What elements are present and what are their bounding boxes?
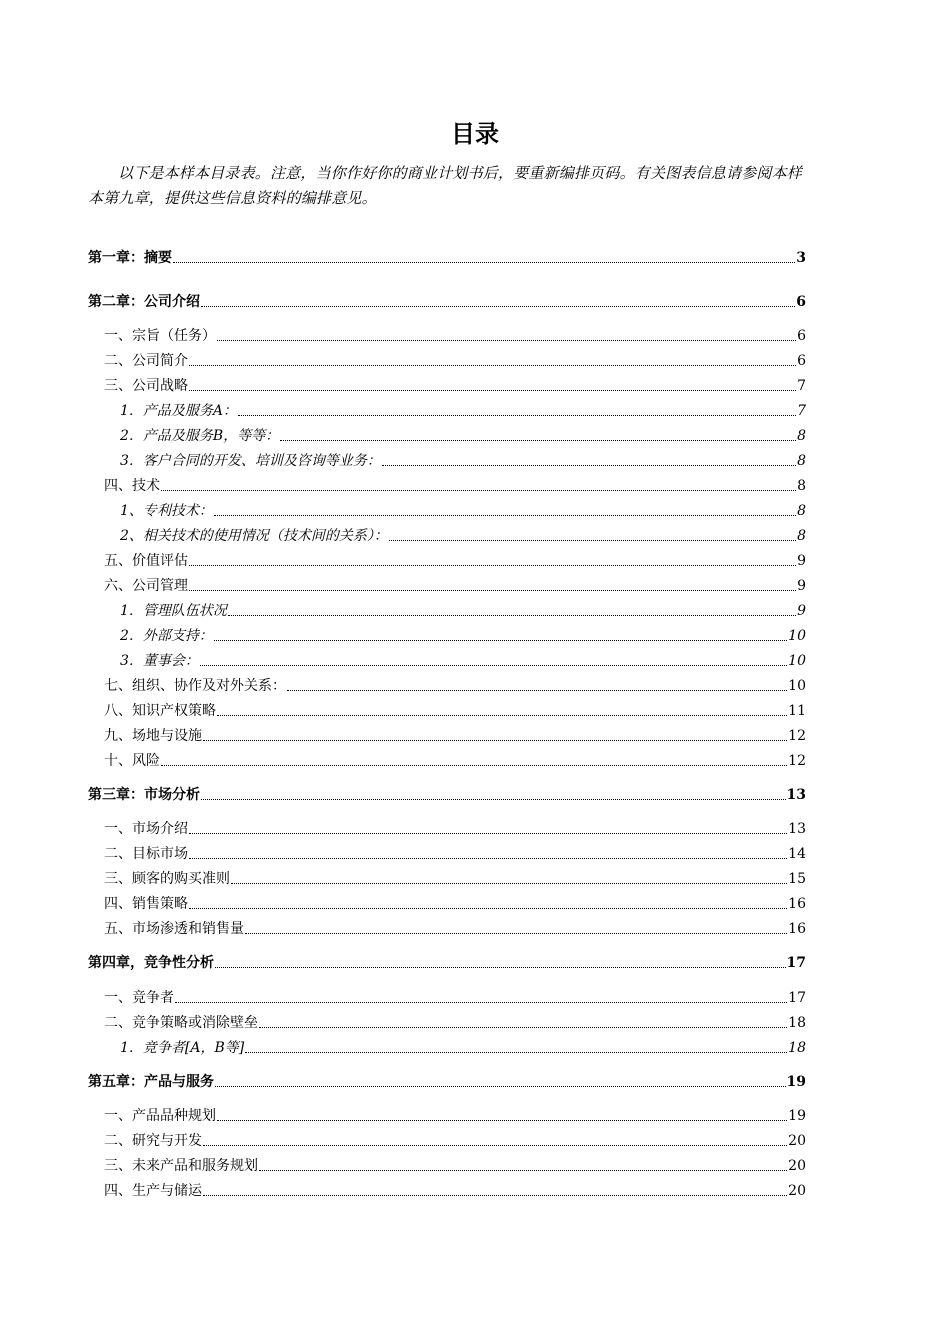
dot-leader [217, 1119, 787, 1121]
toc-page-number: 7 [797, 378, 806, 394]
toc-entry[interactable] [104, 1012, 806, 1032]
toc-entry[interactable] [120, 600, 806, 620]
toc-page-number: 12 [788, 728, 806, 744]
toc-entry-label: 第四章，竞争性分析 [88, 955, 214, 971]
toc-entry[interactable] [104, 1155, 806, 1175]
toc-page-number: 9 [797, 553, 806, 569]
dot-leader [238, 414, 796, 416]
dot-leader [189, 589, 796, 591]
toc-entry[interactable] [104, 675, 806, 695]
toc-page-number: 7 [797, 403, 806, 419]
toc-page-number: 13 [786, 787, 806, 803]
toc-page-number: 6 [797, 328, 806, 344]
toc-chapter-entry[interactable] [88, 952, 806, 972]
toc-page-number: 16 [788, 896, 806, 912]
toc-entry[interactable] [120, 650, 806, 670]
toc-entry[interactable] [104, 893, 806, 913]
toc-chapter-entry[interactable] [88, 784, 806, 804]
toc-entry-label: 四、销售策略 [104, 896, 188, 912]
toc-entry-label: 三、公司战略 [104, 378, 188, 394]
toc-entry[interactable] [104, 550, 806, 570]
dot-leader [189, 832, 787, 834]
dot-leader [231, 882, 787, 884]
toc-entry[interactable] [120, 500, 806, 520]
toc-entry-label: 1、专利技术： [120, 503, 213, 519]
toc-entry-label: 二、公司简介 [104, 353, 188, 369]
toc-chapter-entry[interactable] [88, 1071, 806, 1091]
toc-entry-label: 四、技术 [104, 478, 160, 494]
toc-page-number: 19 [786, 1074, 806, 1090]
toc-entry-label: 1．竞争者[A，B等] [120, 1040, 245, 1056]
toc-entry[interactable] [104, 843, 806, 863]
dot-leader [201, 798, 786, 800]
dot-leader [245, 932, 787, 934]
toc-page-number: 13 [788, 821, 806, 837]
toc-entry-label: 一、产品品种规划 [104, 1108, 216, 1124]
dot-leader [175, 1001, 787, 1003]
dot-leader [215, 1085, 786, 1087]
toc-entry-label: 八、知识产权策略 [104, 703, 216, 719]
dot-leader [201, 305, 795, 307]
dot-leader [382, 464, 796, 466]
dot-leader [228, 614, 796, 616]
toc-entry[interactable] [120, 400, 806, 420]
toc-entry[interactable] [104, 475, 806, 495]
dot-leader [215, 966, 786, 968]
toc-entry-label: 十、风险 [104, 753, 160, 769]
toc-entry-label: 3．客户合同的开发、培训及咨询等业务： [120, 453, 381, 469]
toc-page-number: 6 [796, 294, 806, 310]
toc-page-number: 10 [788, 628, 806, 644]
dot-leader [200, 664, 787, 666]
toc-page-number: 14 [788, 846, 806, 862]
toc-entry-label: 一、竞争者 [104, 990, 174, 1006]
toc-entry-label: 2、相关技术的使用情况（技术间的关系）： [120, 528, 388, 544]
toc-entry[interactable] [104, 375, 806, 395]
dot-leader [280, 439, 796, 441]
toc-entry-label: 四、生产与储运 [104, 1183, 202, 1199]
toc-entry[interactable] [120, 625, 806, 645]
toc-page-number: 20 [788, 1133, 806, 1149]
dot-leader [203, 1144, 787, 1146]
toc-entry[interactable] [104, 725, 806, 745]
intro-paragraph: 以下是本样本目录表。注意，当你作好你的商业计划书后，要重新编排页码。有关图表信息请参阅本样本第九章，提供这些信息资料的编排意见。 [88, 164, 803, 207]
dot-leader [217, 339, 796, 341]
toc-page-number: 20 [788, 1183, 806, 1199]
toc-entry-label: 七、组织、协作及对外关系： [104, 678, 286, 694]
dot-leader [217, 714, 787, 716]
toc-entry[interactable] [104, 325, 806, 345]
toc-entry-label: 第三章：市场分析 [88, 787, 200, 803]
dot-leader [189, 364, 796, 366]
dot-leader [389, 539, 796, 541]
toc-page-number: 8 [797, 528, 806, 544]
toc-entry[interactable] [120, 525, 806, 545]
dot-leader [259, 1026, 787, 1028]
toc-entry[interactable] [104, 350, 806, 370]
toc-entry-label: 一、宗旨（任务） [104, 328, 216, 344]
toc-entry-label: 六、公司管理 [104, 578, 188, 594]
toc-entry-label: 三、未来产品和服务规划 [104, 1158, 258, 1174]
toc-entry[interactable] [104, 1130, 806, 1150]
dot-leader [259, 1169, 787, 1171]
dot-leader [203, 1194, 787, 1196]
dot-leader [214, 639, 787, 641]
toc-entry-label: 2．产品及服务B，等等： [120, 428, 280, 444]
dot-leader [161, 764, 787, 766]
toc-page-number: 8 [797, 478, 806, 494]
toc-page-number: 3 [796, 250, 806, 266]
dot-leader [287, 689, 787, 691]
toc-entry-label: 2．外部支持： [120, 628, 213, 644]
toc-entry[interactable] [104, 575, 806, 595]
toc-entry[interactable] [104, 868, 806, 888]
toc-page-number: 12 [788, 753, 806, 769]
toc-page-number: 9 [797, 603, 806, 619]
toc-page-number: 17 [788, 990, 806, 1006]
dot-leader [173, 261, 795, 263]
toc-entry-label: 一、市场介绍 [104, 821, 188, 837]
toc-entry-label: 1．管理队伍状况 [120, 603, 227, 619]
dot-leader [189, 389, 796, 391]
page-title: 目录 [451, 120, 499, 148]
toc-entry-label: 第五章：产品与服务 [88, 1074, 214, 1090]
toc-page-number: 8 [797, 453, 806, 469]
toc-chapter-entry[interactable] [88, 291, 806, 311]
toc-entry-label: 3．董事会： [120, 653, 199, 669]
toc-page-number: 18 [788, 1040, 806, 1056]
toc-page-number: 8 [797, 503, 806, 519]
toc-page-number: 9 [797, 578, 806, 594]
dot-leader [189, 907, 787, 909]
toc-entry-label: 1．产品及服务A： [120, 403, 238, 419]
toc-page-number: 16 [788, 921, 806, 937]
dot-leader [214, 514, 796, 516]
toc-entry[interactable] [120, 450, 806, 470]
toc-page-number: 17 [786, 955, 806, 971]
toc-entry[interactable] [104, 918, 806, 938]
toc-page-number: 10 [788, 653, 806, 669]
toc-chapter-entry[interactable] [88, 247, 806, 267]
dot-leader [203, 739, 787, 741]
toc-entry-label: 五、价值评估 [104, 553, 188, 569]
toc-entry-label: 二、竞争策略或消除壁垒 [104, 1015, 258, 1031]
dot-leader [245, 1051, 787, 1053]
toc-page-number: 8 [797, 428, 806, 444]
toc-page-number: 15 [788, 871, 806, 887]
toc-page-number: 10 [788, 678, 806, 694]
toc-page-number: 18 [788, 1015, 806, 1031]
toc-entry[interactable] [104, 750, 806, 770]
toc-entry-label: 第一章：摘要 [88, 250, 172, 266]
toc-entry-label: 二、研究与开发 [104, 1133, 202, 1149]
toc-entry[interactable] [104, 700, 806, 720]
dot-leader [161, 489, 796, 491]
toc-entry[interactable] [104, 1180, 806, 1200]
toc-entry[interactable] [120, 1037, 806, 1057]
toc-entry[interactable] [120, 425, 806, 445]
toc-entry-label: 九、场地与设施 [104, 728, 202, 744]
toc-entry[interactable] [104, 987, 806, 1007]
toc-page-number: 20 [788, 1158, 806, 1174]
toc-page-number: 6 [797, 353, 806, 369]
dot-leader [189, 857, 787, 859]
toc-entry-label: 二、目标市场 [104, 846, 188, 862]
toc-page-number: 19 [788, 1108, 806, 1124]
toc-entry-label: 三、顾客的购买准则 [104, 871, 230, 887]
toc-entry[interactable] [104, 1105, 806, 1125]
toc-entry-label: 五、市场渗透和销售量 [104, 921, 244, 937]
toc-entry-label: 第二章：公司介绍 [88, 294, 200, 310]
dot-leader [189, 564, 796, 566]
toc-entry[interactable] [104, 818, 806, 838]
toc-page-number: 11 [788, 703, 806, 719]
